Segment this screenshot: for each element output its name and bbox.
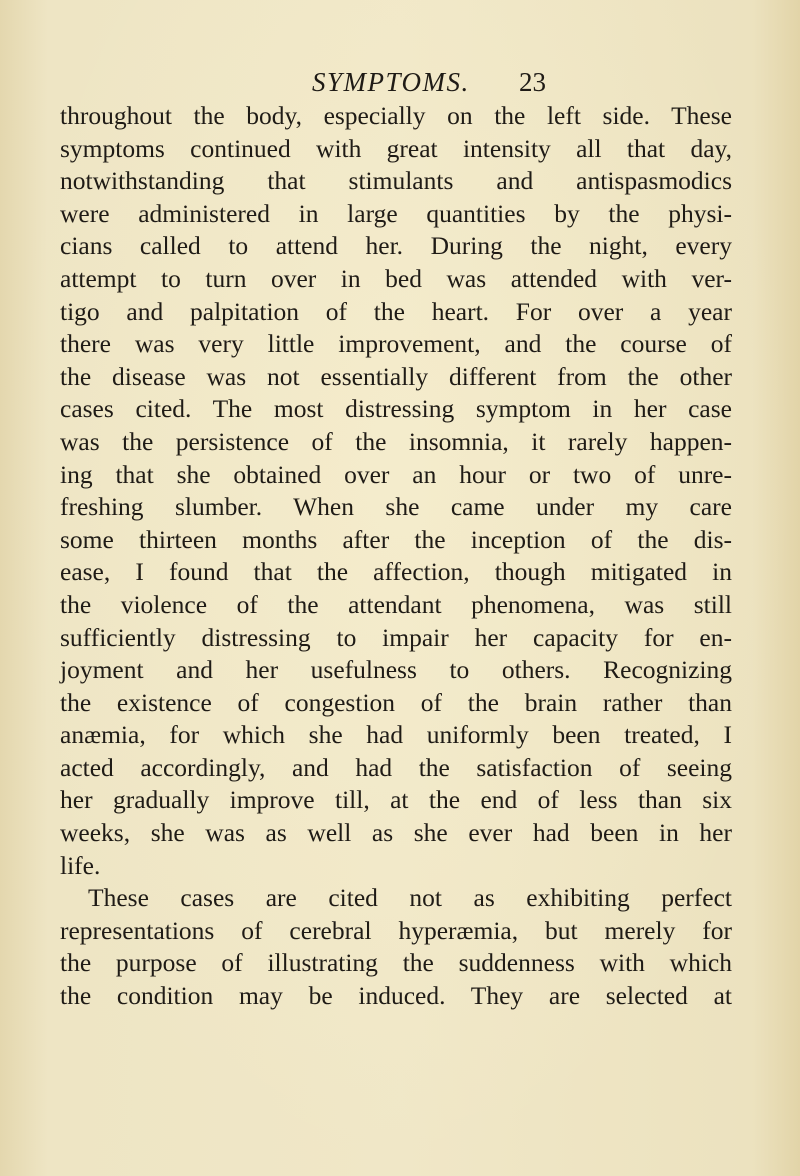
text-line: was the persistence of the insomnia, it rarely happen- bbox=[60, 426, 732, 456]
text-line: were administered in large quantities by the physi- bbox=[60, 198, 732, 228]
text-line: there was very little improvement, and the course of bbox=[60, 329, 732, 359]
text-line: symptoms continued with great intensity all that day, bbox=[60, 133, 732, 163]
text-line: notwithstanding that stimulants and antispasmodics bbox=[60, 166, 732, 196]
text-line: throughout the body, especially on the left side. These bbox=[60, 101, 732, 130]
text-line: tigo and palpitation of the heart. For over a year bbox=[60, 296, 732, 326]
text-line: weeks, she was as well as she ever had been in her bbox=[60, 818, 732, 848]
text-line: ing that she obtained over an hour or two of unre- bbox=[60, 459, 732, 489]
text-line: some thirteen months after the inception of the dis- bbox=[60, 524, 732, 554]
text-line: freshing slumber. When she came under my care bbox=[60, 492, 732, 522]
text-line: representations of cerebral hyperæmia, but merely for bbox=[60, 915, 732, 945]
paragraph-start-line: These cases are cited not as exhibiting perfect bbox=[88, 883, 732, 913]
text-line: the condition may be induced. They are selected at bbox=[60, 981, 732, 1011]
body-text bbox=[60, 100, 732, 1013]
text-line: her gradually improve till, at the end of less than six bbox=[60, 785, 732, 815]
text-line: acted accordingly, and had the satisfaction of seeing bbox=[60, 752, 732, 782]
text-line: the violence of the attendant phenomena, was still bbox=[60, 589, 732, 619]
text-line: joyment and her usefulness to others. Recognizing bbox=[60, 655, 732, 685]
text-line: sufficiently distressing to impair her capacity for en- bbox=[60, 622, 732, 652]
text-line: anæmia, for which she had uniformly been treated, I bbox=[60, 720, 732, 750]
page-number: 23 bbox=[519, 67, 546, 97]
text-line: the disease was not essentially different from the other bbox=[60, 361, 732, 391]
running-head bbox=[0, 62, 800, 102]
text-line: cians called to attend her. During the night, every bbox=[60, 231, 732, 261]
running-head-title: SYMPTOMS. bbox=[312, 67, 470, 97]
text-line: cases cited. The most distressing symptom in her case bbox=[60, 394, 732, 424]
text-line: the purpose of illustrating the suddenness with which bbox=[60, 948, 732, 978]
text-line: attempt to turn over in bed was attended with ver- bbox=[60, 263, 732, 293]
text-line: the existence of congestion of the brain rather than bbox=[60, 687, 732, 717]
text-line: ease, I found that the affection, though mitigated in bbox=[60, 557, 732, 587]
paragraph-end-line: life. bbox=[60, 850, 101, 880]
